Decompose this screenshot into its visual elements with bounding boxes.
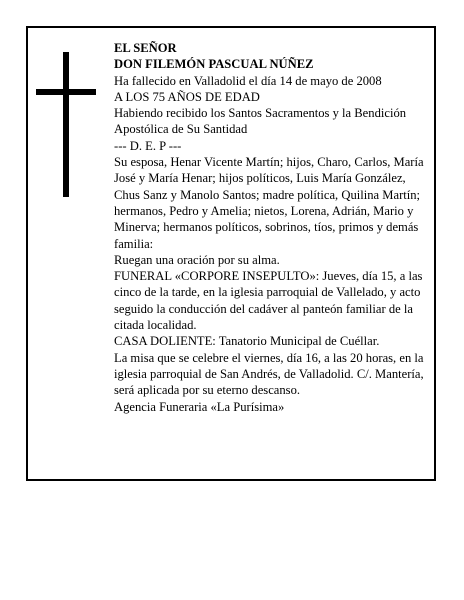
latin-cross-icon <box>36 52 96 197</box>
mourning-house-line: CASA DOLIENTE: Tanatorio Municipal de Cuéllar. <box>114 334 380 349</box>
heading-title: EL SEÑOR <box>114 41 177 55</box>
funeral-paragraph: FUNERAL «CORPORE INSEPULTO»: Jueves, día 15, a las cinco de la tarde, en la iglesia parroquial de Vallelado, y acto seguido la conducción del cadáver al panteón familiar de la citada localidad. <box>114 269 423 333</box>
rip-line: --- D. E. P --- <box>114 138 182 153</box>
mass-paragraph: La misa que se celebre el viernes, día 16, a las 20 horas, en la iglesia parroquial de San Andrés, de Valladolid. C/. Mantería, será aplicada por su eterno descanso. <box>114 350 424 398</box>
family-paragraph: Su esposa, Henar Vicente Martín; hijos, Charo, Carlos, María José y María Henar; hijos políticos, Luis María González, Chus Sanz y Manolo Santos; madre política, Quilina Martín; hermanos, Pedro y Amelia; nietos, Lorena, Adrián, Mario y Minerva; hermanos políticos, sobrinos, tíos, primos y demás familia: <box>114 155 424 251</box>
obituary-text <box>114 40 432 415</box>
age-line: A LOS 75 AÑOS DE EDAD <box>114 89 260 104</box>
sacraments-paragraph: Habiendo recibido los Santos Sacramentos y la Bendición Apostólica de Su Santidad <box>114 106 407 137</box>
prayer-line: Ruegan una oración por su alma. <box>114 252 280 267</box>
cross-vertical-bar <box>63 52 69 197</box>
death-date-line: Ha fallecido en Valladolid el día 14 de mayo de 2008 <box>114 73 382 88</box>
deceased-name: DON FILEMÓN PASCUAL NÚÑEZ <box>114 57 314 72</box>
funeral-agency-line: Agencia Funeraria «La Purísima» <box>114 399 285 414</box>
cross-horizontal-bar <box>36 89 96 95</box>
